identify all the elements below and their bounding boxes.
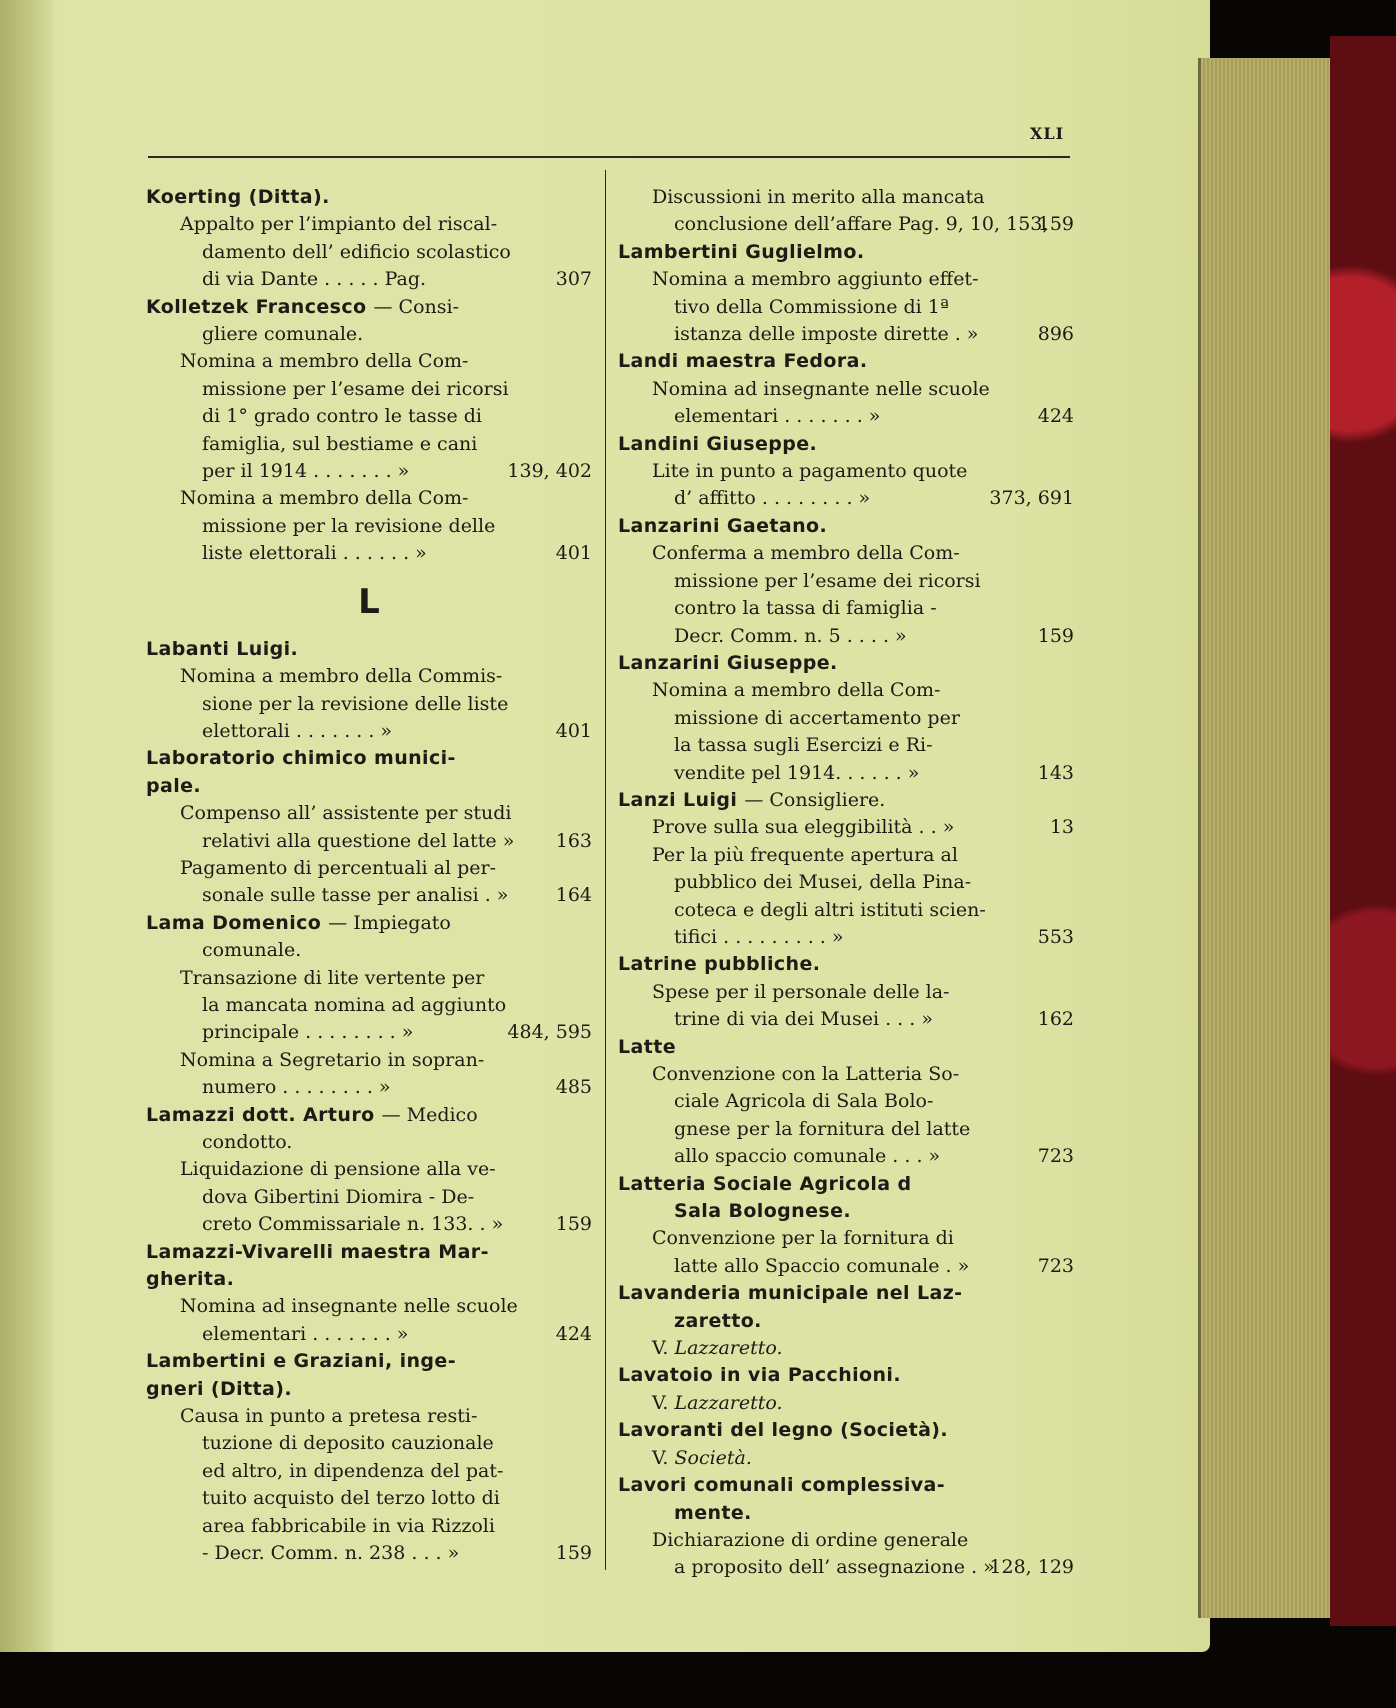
- entry-line-text: missione di accertamento per: [674, 706, 960, 729]
- page-reference: 143: [1037, 761, 1074, 784]
- entry-line: [146, 513, 592, 540]
- entry-line: [146, 965, 592, 992]
- entry-line-text: relativi alla questione del latte »: [202, 829, 515, 852]
- entry-line-text: vendite pel 1914. . . . . . »: [674, 761, 920, 784]
- entry-heading-text: Lanzi Luigi: [618, 788, 738, 811]
- index-entries-l: [146, 636, 592, 1568]
- entry-heading-text: Latteria Sociale Agricola d: [618, 1172, 912, 1195]
- entry-line: [146, 800, 592, 827]
- entry-line-text: coteca e degli altri istituti scien-: [674, 898, 986, 921]
- entry-line: [618, 321, 1074, 348]
- page-number: XLI: [1030, 124, 1065, 143]
- entry-line-text: di 1° grado contro le tasse di: [202, 405, 482, 428]
- entry-line-text: elettorali . . . . . . . »: [202, 719, 393, 742]
- index-entry: [618, 1417, 1074, 1472]
- entry-heading-text: Landi maestra Fedora.: [618, 350, 868, 373]
- entry-line-text: missione per l’esame dei ricorsi: [674, 569, 981, 592]
- page-gutter: [0, 0, 52, 1652]
- page-reference: 159: [555, 1213, 592, 1236]
- entry-line: [146, 1513, 592, 1540]
- page-reference: 162: [1037, 1008, 1074, 1031]
- entry-line: [618, 1554, 1074, 1581]
- entry-line: [618, 1088, 1074, 1115]
- index-entry: [146, 636, 592, 746]
- entry-heading: [618, 513, 1074, 540]
- page-reference: 896: [1037, 323, 1074, 346]
- page-reference: 164: [555, 884, 592, 907]
- index-entries-k: [146, 184, 592, 568]
- entry-heading-text: Lambertini e Graziani, inge-: [146, 1350, 456, 1373]
- entry-heading-text: Lamazzi-Vivarelli maestra Mar-: [146, 1240, 489, 1263]
- entry-line: [146, 773, 592, 800]
- entry-line: [146, 1293, 592, 1320]
- entry-line-text: Convenzione con la Latteria So-: [652, 1063, 960, 1085]
- entry-line: [618, 814, 1074, 841]
- entry-line: [618, 485, 1074, 512]
- entry-line-text: di via Dante . . . . . Pag.: [202, 268, 427, 291]
- entry-line: [146, 1184, 592, 1211]
- entry-line-text: per il 1914 . . . . . . . »: [202, 460, 410, 483]
- index-entry: [618, 951, 1074, 1033]
- entry-line-text: Prove sulla sua eleggibilità . . »: [652, 816, 955, 839]
- entry-line-text: V. Lazzaretto.: [652, 1391, 783, 1414]
- index-entry: [146, 184, 592, 294]
- entry-heading-text: Laboratorio chimico munici-: [146, 747, 456, 770]
- entry-line-text: Liquidazione di pensione alla ve-: [180, 1158, 496, 1181]
- entry-line: [618, 1198, 1074, 1225]
- index-entry: [146, 745, 592, 909]
- entry-line: [146, 1540, 592, 1567]
- index-entry: [146, 1239, 592, 1349]
- entry-line-text: gnese per la fornitura del latte: [674, 1117, 971, 1140]
- entry-heading: [618, 951, 1074, 978]
- entry-heading: [146, 745, 592, 772]
- entry-line-text: mente.: [674, 1501, 752, 1524]
- entry-line-text: damento dell’ edificio scolastico: [202, 240, 511, 263]
- page-reference: 128, 129: [989, 1556, 1074, 1579]
- column-divider: [605, 170, 606, 1570]
- entry-line: [618, 1253, 1074, 1280]
- page-reference: 723: [1037, 1254, 1074, 1277]
- entry-line-text: la tassa sugli Esercizi e Ri-: [674, 734, 933, 757]
- entry-line: [618, 211, 1074, 238]
- entry-line: [146, 348, 592, 375]
- entry-heading-text: Lavanderia municipale nel Laz-: [618, 1282, 963, 1305]
- entry-line-text: istanza delle imposte dirette . »: [674, 323, 979, 346]
- entry-line: [618, 897, 1074, 924]
- entry-line: [618, 403, 1074, 430]
- entry-line: [618, 1335, 1074, 1362]
- entry-line-text: Sala Bolognese.: [674, 1200, 851, 1223]
- entry-line: [618, 1500, 1074, 1527]
- entry-line-text: ciale Agricola di Sala Bolo-: [674, 1090, 934, 1113]
- entry-line: [146, 1485, 592, 1512]
- entry-line: [146, 1074, 592, 1101]
- entry-line-text: liste elettorali . . . . . . »: [202, 542, 427, 565]
- entry-heading: [618, 650, 1074, 677]
- book-cover-edge: [1330, 36, 1396, 1626]
- entry-line: [618, 184, 1074, 211]
- entry-line-text: - Decr. Comm. n. 238 . . . »: [202, 1542, 460, 1565]
- entry-line-text: gliere comunale.: [202, 323, 364, 346]
- index-entry: [618, 1034, 1074, 1171]
- page-reference: 373, 691: [989, 487, 1074, 510]
- page-reference: 484, 595: [507, 1021, 592, 1044]
- entry-line: [618, 1116, 1074, 1143]
- entry-heading: [146, 1348, 592, 1375]
- entry-line-text: Nomina a Segretario in sopran-: [180, 1048, 485, 1071]
- entry-line-text: tivo della Commissione di 1ª: [674, 295, 949, 318]
- entry-line-text: principale . . . . . . . . »: [202, 1021, 414, 1044]
- entry-line-text: Nomina a membro della Com-: [652, 679, 941, 702]
- entry-line-text: Causa in punto a pretesa resti-: [180, 1405, 478, 1428]
- entry-line-text: pale.: [146, 774, 202, 797]
- entry-line-text: sione per la revisione delle liste: [202, 692, 509, 715]
- entry-line: [618, 1390, 1074, 1417]
- entry-heading: [618, 1362, 1074, 1389]
- entry-line-text: Nomina a membro della Com-: [180, 350, 469, 373]
- page-reference: 159: [1037, 624, 1074, 647]
- entry-heading: [618, 348, 1074, 375]
- entry-heading: [618, 1472, 1074, 1499]
- index-entry: [618, 1171, 1074, 1281]
- index-entry: [618, 184, 1074, 239]
- entry-heading-text: Koerting (Ditta).: [146, 186, 330, 208]
- entry-heading-text: Latte: [618, 1035, 676, 1058]
- entry-heading-text: Lanzarini Gaetano.: [618, 514, 828, 537]
- index-entry: [618, 1280, 1074, 1362]
- entry-heading-text: Lamazzi dott. Arturo: [146, 1103, 375, 1126]
- entry-line-text: Conferma a membro della Com-: [652, 542, 960, 565]
- entry-line: [618, 1527, 1074, 1554]
- entry-line-text: a proposito dell’ assegnazione . »: [674, 1556, 995, 1579]
- entry-line: [618, 595, 1074, 622]
- entry-line-text: ed altro, in dipendenza del pat-: [202, 1459, 504, 1482]
- left-column: [146, 184, 592, 1568]
- page-reference: 13: [1049, 816, 1074, 839]
- entry-heading-text: Kolletzek Francesco: [146, 295, 367, 318]
- entry-line-text: dova Gibertini Diomira - De-: [202, 1185, 475, 1208]
- entry-heading-text: Labanti Luigi.: [146, 637, 299, 660]
- entry-line: [146, 1211, 592, 1238]
- entry-line-text: pubblico dei Musei, della Pina-: [674, 871, 972, 894]
- entry-line-text: missione per l’esame dei ricorsi: [202, 377, 509, 400]
- page-reference: 553: [1037, 925, 1074, 948]
- entry-line: [618, 732, 1074, 759]
- entry-line: [146, 1321, 592, 1348]
- entry-line-text: V. Società.: [652, 1446, 752, 1469]
- entry-line: [146, 992, 592, 1019]
- entry-line-text: famiglia, sul bestiame e cani: [202, 432, 478, 455]
- entry-heading-text: Landini Giuseppe.: [618, 432, 818, 455]
- entry-line-text: Appalto per l’impianto del riscal-: [180, 213, 498, 236]
- page-reference: 401: [555, 719, 592, 742]
- entry-heading: [618, 431, 1074, 458]
- header-rule: [148, 156, 1070, 158]
- entry-line-text: condotto.: [202, 1131, 293, 1153]
- entry-line-text: trine di via dei Musei . . . »: [674, 1008, 933, 1031]
- entry-heading-note: — Impiegato: [328, 911, 451, 934]
- index-entry: [618, 787, 1074, 951]
- entry-line: [146, 1129, 592, 1156]
- entry-line-text: Decr. Comm. n. 5 . . . . »: [674, 624, 907, 647]
- index-entry: [618, 650, 1074, 787]
- entry-line: [618, 1061, 1074, 1088]
- entry-line-text: elementari . . . . . . . »: [202, 1322, 409, 1345]
- entry-line-text: Lite in punto a pagamento quote: [652, 460, 968, 483]
- entry-line-text: numero . . . . . . . . »: [202, 1076, 391, 1099]
- entry-heading-text: Lama Domenico: [146, 911, 322, 934]
- entry-line-text: Nomina a membro della Commis-: [180, 665, 503, 688]
- entry-heading: [618, 1034, 1074, 1061]
- entry-line-text: sonale sulle tasse per analisi . »: [202, 884, 509, 907]
- entry-line-text: tuito acquisto del terzo lotto di: [202, 1487, 500, 1510]
- entry-line-text: area fabbricabile in via Rizzoli: [202, 1514, 495, 1537]
- entry-line: [146, 691, 592, 718]
- entry-line-text: Nomina a membro aggiunto effet-: [652, 268, 979, 291]
- page-reference: 723: [1037, 1145, 1074, 1168]
- entry-heading: [618, 1417, 1074, 1444]
- entry-line-text: gneri (Ditta).: [146, 1377, 292, 1400]
- entry-line-text: gherita.: [146, 1268, 235, 1291]
- entry-line: [618, 623, 1074, 650]
- entry-line-text: missione per la revisione delle: [202, 514, 496, 537]
- entry-line: [146, 1376, 592, 1403]
- entry-heading: [146, 910, 592, 937]
- entry-heading: [618, 239, 1074, 266]
- entry-heading: [146, 636, 592, 663]
- entry-line: [618, 266, 1074, 293]
- entry-heading-text: Latrine pubbliche.: [618, 953, 821, 976]
- entry-line: [146, 1403, 592, 1430]
- index-entry: [618, 348, 1074, 430]
- entry-line-text: zaretto.: [674, 1309, 762, 1332]
- entry-line: [146, 1047, 592, 1074]
- entry-line: [146, 485, 592, 512]
- entry-heading: [146, 1239, 592, 1266]
- index-entry: [146, 1348, 592, 1567]
- entry-line-text: Discussioni in merito alla mancata: [652, 186, 985, 208]
- entry-line: [146, 1019, 592, 1046]
- entry-line: [618, 294, 1074, 321]
- entry-line: [618, 1225, 1074, 1252]
- page-reference: 424: [1037, 405, 1074, 428]
- entry-line-text: Pagamento di percentuali al per-: [180, 856, 496, 879]
- book-fore-edge: [1198, 58, 1341, 1618]
- entry-line-text: Compenso all’ assistente per studi: [180, 802, 512, 825]
- entry-heading: [146, 184, 592, 211]
- index-entry: [146, 1102, 592, 1239]
- entry-heading-note: — Consi-: [373, 295, 460, 318]
- entry-line: [618, 1308, 1074, 1335]
- entry-heading-text: Lanzarini Giuseppe.: [618, 651, 838, 674]
- entry-line: [146, 403, 592, 430]
- index-entry: [618, 1362, 1074, 1417]
- entry-line: [618, 568, 1074, 595]
- entry-line: [146, 937, 592, 964]
- index-entry: [618, 1472, 1074, 1582]
- entry-line: [146, 882, 592, 909]
- entry-line-text: d’ affitto . . . . . . . . »: [674, 487, 871, 510]
- right-column: [618, 184, 1074, 1582]
- entry-line: [618, 1445, 1074, 1472]
- entry-line: [618, 924, 1074, 951]
- entry-line: [618, 1006, 1074, 1033]
- entry-heading-text: Lambertini Guglielmo.: [618, 240, 865, 263]
- entry-line: [146, 211, 592, 238]
- entry-line-text: comunale.: [202, 939, 302, 962]
- entry-heading: [146, 1102, 592, 1129]
- entry-heading: [618, 1280, 1074, 1307]
- entry-line: [146, 266, 592, 293]
- entry-line: [146, 1430, 592, 1457]
- entry-line: [146, 1156, 592, 1183]
- index-entry: [146, 910, 592, 1102]
- entry-heading-text: Lavoranti del legno (Società).: [618, 1419, 948, 1442]
- entry-line: [146, 376, 592, 403]
- entry-line-text: latte allo Spaccio comunale . »: [674, 1254, 970, 1277]
- entry-line: [618, 458, 1074, 485]
- entry-line-text: conclusione dell’affare Pag. 9, 10, 153,: [674, 213, 1049, 236]
- page-reference: 159: [555, 1542, 592, 1565]
- entry-line-text: V. Lazzaretto.: [652, 1337, 783, 1360]
- entry-heading: [618, 1171, 1074, 1198]
- section-letter: L: [358, 581, 380, 622]
- page-reference: 307: [555, 268, 592, 291]
- entry-line-text: Convenzione per la fornitura di: [652, 1227, 954, 1250]
- index-entry: [618, 431, 1074, 513]
- entry-line: [146, 458, 592, 485]
- entry-line-text: Spese per il personale delle la-: [652, 980, 950, 1003]
- entry-line-text: Nomina a membro della Com-: [180, 487, 469, 510]
- entry-line: [618, 677, 1074, 704]
- entry-heading: [146, 294, 592, 321]
- page-reference: 159: [1037, 213, 1074, 236]
- index-entry: [618, 513, 1074, 650]
- entry-line: [146, 1458, 592, 1485]
- entry-line: [146, 431, 592, 458]
- index-entry: [618, 239, 1074, 349]
- entry-line-text: elementari . . . . . . . »: [674, 405, 881, 428]
- entry-line-text: contro la tassa di famiglia -: [674, 597, 937, 620]
- index-entries-l-continued: [618, 184, 1074, 1582]
- index-entry: [146, 294, 592, 568]
- page-reference: 163: [555, 829, 592, 852]
- entry-line: [146, 718, 592, 745]
- entry-line: [146, 540, 592, 567]
- entry-line: [618, 869, 1074, 896]
- entry-line: [146, 828, 592, 855]
- entry-line-text: Per la più frequente apertura al: [652, 843, 958, 866]
- entry-line: [618, 376, 1074, 403]
- entry-line-text: allo spaccio comunale . . . »: [674, 1145, 941, 1168]
- entry-line-text: Transazione di lite vertente per: [180, 966, 485, 989]
- entry-line: [146, 855, 592, 882]
- entry-line: [146, 239, 592, 266]
- entry-line: [618, 540, 1074, 567]
- page-reference: 485: [555, 1076, 592, 1099]
- page-reference: 424: [555, 1322, 592, 1345]
- entry-line-text: tuzione di deposito cauzionale: [202, 1432, 494, 1455]
- entry-line: [146, 1266, 592, 1293]
- entry-heading-text: Lavatoio in via Pacchioni.: [618, 1364, 901, 1387]
- entry-line: [618, 705, 1074, 732]
- entry-line-text: tifici . . . . . . . . . »: [674, 925, 844, 948]
- entry-heading-note: — Consigliere.: [744, 788, 886, 811]
- entry-line-text: Nomina ad insegnante nelle scuole: [652, 377, 990, 400]
- entry-line: [618, 760, 1074, 787]
- entry-line-text: la mancata nomina ad aggiunto: [202, 993, 507, 1016]
- entry-heading: [618, 787, 1074, 814]
- entry-line: [618, 842, 1074, 869]
- page-reference: 401: [555, 542, 592, 565]
- entry-line: [618, 979, 1074, 1006]
- entry-heading-note: — Medico: [381, 1103, 478, 1126]
- entry-heading-text: Lavori comunali complessiva-: [618, 1474, 946, 1497]
- entry-line-text: Nomina ad insegnante nelle scuole: [180, 1295, 518, 1318]
- page-reference: 139, 402: [507, 460, 592, 483]
- entry-line: [618, 1143, 1074, 1170]
- entry-line: [146, 663, 592, 690]
- entry-line-text: creto Commissariale n. 133. . »: [202, 1213, 504, 1236]
- entry-line: [146, 321, 592, 348]
- entry-line-text: Dichiarazione di ordine generale: [652, 1528, 969, 1551]
